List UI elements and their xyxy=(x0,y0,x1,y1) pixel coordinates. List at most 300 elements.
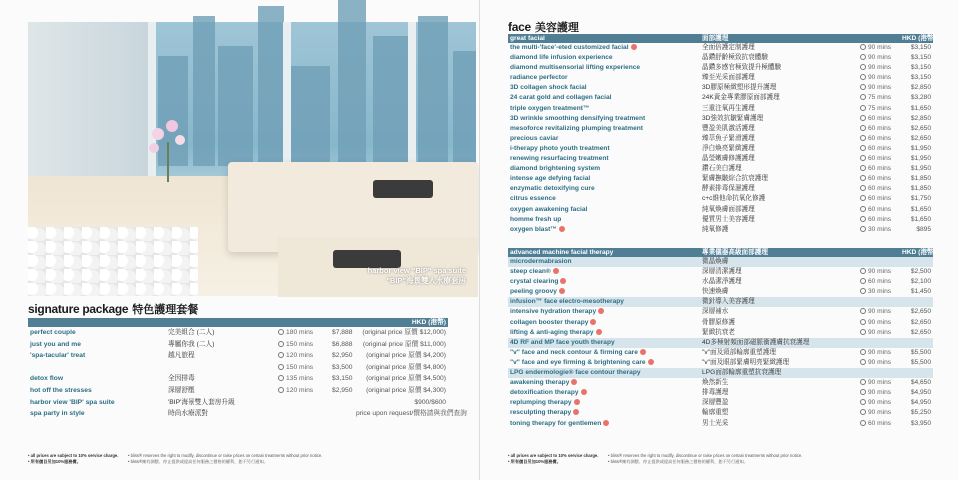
price xyxy=(900,194,933,204)
footnotes: • all prices are subject to 10% service charge. • 所有價目另加10%服務費。 • bliss® reserves the right to modify, discontinue or raise prices on certain treatments without prior notice. • bliss®擁有調整、停止提供或提高任何服務之價格的權利，恕不另行通知。 xyxy=(28,453,323,464)
treatment-name xyxy=(508,164,700,174)
treatment-name-text: intensive hydration therapy xyxy=(510,308,597,316)
treatment-name xyxy=(508,348,700,358)
price-text: $2,650 xyxy=(910,318,931,326)
treatment-name-text: "v" face and eye firming & brightening care xyxy=(510,358,646,366)
original-price-text: (original price 原價 $4,500) xyxy=(366,375,446,383)
price xyxy=(900,267,933,277)
duration xyxy=(858,73,900,83)
treatment-name-zh xyxy=(700,368,858,378)
treatment-name-zh xyxy=(700,43,858,53)
original-price-text: (original price 原價 $4,800) xyxy=(366,363,446,371)
treatment-name-zh-text: 煥然新生 xyxy=(702,379,729,387)
treatment-name-zh xyxy=(700,114,858,124)
machine-badge-icon xyxy=(571,379,577,385)
treatment-name-zh-text: 輪廓重塑 xyxy=(702,409,729,417)
treatment-name-zh-text: 4D多極射頻面部磁脈衝護膚抗衰護理 xyxy=(702,338,810,346)
package-name-zh xyxy=(166,339,276,351)
machine-badge-icon xyxy=(559,288,565,294)
duration-text: 90 mins xyxy=(868,64,892,72)
treatment-name xyxy=(508,104,700,114)
original-price xyxy=(354,327,448,339)
price xyxy=(900,83,933,93)
duration xyxy=(858,114,900,124)
duration xyxy=(858,378,900,388)
duration-text: 60 mins xyxy=(868,134,892,142)
treatment-name xyxy=(508,184,700,194)
price xyxy=(900,225,933,235)
price-text: $1,950 xyxy=(910,165,931,173)
original-price xyxy=(354,408,467,420)
price-text: $4,950 xyxy=(910,399,931,407)
treatment-name-zh xyxy=(700,358,858,368)
price xyxy=(900,398,933,408)
treatment-name xyxy=(508,257,700,267)
treatment-name xyxy=(508,307,700,317)
clock-icon xyxy=(860,389,866,395)
price xyxy=(330,350,354,362)
table-row xyxy=(508,318,933,328)
original-price-text: (original price 原價 $4,200) xyxy=(366,352,446,360)
price-text: $4,950 xyxy=(910,389,931,397)
table-row xyxy=(508,164,933,174)
table-row xyxy=(508,83,933,93)
treatment-name xyxy=(508,73,700,83)
treatment-name xyxy=(508,408,700,418)
clock-icon xyxy=(860,84,866,90)
price xyxy=(900,104,933,114)
clock-icon xyxy=(278,387,284,393)
duration xyxy=(858,398,900,408)
treatment-name xyxy=(508,43,700,53)
clock-icon xyxy=(860,54,866,60)
treatment-name xyxy=(508,215,700,225)
treatment-name-zh-text: 臻萃魚子緊滑護理 xyxy=(702,134,755,142)
treatment-name xyxy=(508,267,700,277)
treatment-name-zh xyxy=(700,378,858,388)
treatment-name xyxy=(508,338,700,348)
table-row xyxy=(508,408,933,418)
package-name-zh xyxy=(166,327,276,339)
treatment-name-zh xyxy=(700,73,858,83)
duration-text: 60 mins xyxy=(868,155,892,163)
table-row xyxy=(508,144,933,154)
clock-icon xyxy=(860,155,866,161)
treatment-name-zh-text: 晶鑽多感官極致提升極體驗 xyxy=(702,64,782,72)
duration xyxy=(858,215,900,225)
price xyxy=(900,318,933,328)
price-text: $3,150 xyxy=(910,64,931,72)
treatment-name-text: toning therapy for gentlemen xyxy=(510,419,602,427)
treatment-name-text: detoxification therapy xyxy=(510,389,579,397)
clock-icon xyxy=(860,226,866,232)
package-name-text: 'spa-tacular' treat xyxy=(30,352,86,360)
treatment-name-zh-text: LPG面部輪廓重塑抗衰護理 xyxy=(702,369,782,377)
table-row xyxy=(508,93,933,103)
duration-text: 30 mins xyxy=(868,288,892,296)
table-row xyxy=(508,73,933,83)
package-name xyxy=(28,397,166,409)
package-name-zh xyxy=(166,350,276,362)
clock-icon xyxy=(860,135,866,141)
duration xyxy=(276,373,330,385)
clock-icon xyxy=(860,288,866,294)
treatment-name-zh-text: 深層清潔護理 xyxy=(702,268,742,276)
treatment-name xyxy=(508,63,700,73)
price xyxy=(900,114,933,124)
treatment-name-zh-text: 深層補水 xyxy=(702,308,729,316)
treatment-name-text: precious caviar xyxy=(510,134,559,142)
duration-text: 60 mins xyxy=(868,185,892,193)
subcategory-row xyxy=(508,368,933,378)
package-name-text: spa party in style xyxy=(30,410,85,418)
price-text: $1,750 xyxy=(910,195,931,203)
treatment-name-zh-text: 骨膠原修護 xyxy=(702,318,735,326)
clock-icon xyxy=(860,349,866,355)
treatment-name-text: crystal clearing xyxy=(510,278,559,286)
table-header: great facial 面部護理 HKD (港幣) xyxy=(510,35,936,42)
package-name-text: perfect couple xyxy=(30,329,76,336)
treatment-name xyxy=(508,93,700,103)
face-title: face 美容護理 xyxy=(508,20,579,34)
treatment-name-zh-text: 水晶潔淨護理 xyxy=(702,278,742,286)
treatment-name-zh xyxy=(700,174,858,184)
treatment-name-text: 3D wrinkle smoothing densifying treatment xyxy=(510,114,646,122)
price xyxy=(900,348,933,358)
treatment-name-text: mesoforce revitalizing plumping treatment xyxy=(510,124,643,132)
clock-icon xyxy=(278,341,284,347)
treatment-name-zh xyxy=(700,215,858,225)
duration xyxy=(276,385,330,397)
treatment-name-zh xyxy=(700,134,858,144)
duration-text: 180 mins xyxy=(286,329,314,336)
machine-facial-table xyxy=(508,248,936,429)
original-price-text: price upon request/價格請與我們查詢 xyxy=(356,410,467,418)
table-row xyxy=(508,277,933,287)
duration xyxy=(858,43,900,53)
clock-icon xyxy=(278,364,284,370)
machine-badge-icon xyxy=(598,308,604,314)
duration xyxy=(276,339,330,351)
price xyxy=(330,385,354,397)
duration-text: 90 mins xyxy=(868,348,892,356)
price xyxy=(900,307,933,317)
machine-badge-icon xyxy=(590,319,596,325)
duration xyxy=(858,194,900,204)
table-row xyxy=(508,114,933,124)
package-name xyxy=(28,362,166,374)
treatment-name-zh xyxy=(700,277,858,287)
treatment-name-zh-text: 純氧煥膚面部護理 xyxy=(702,205,755,213)
price-text: $1,850 xyxy=(910,185,931,193)
treatment-name-text: infusion™ face electro-mesotherapy xyxy=(510,298,624,306)
table-row xyxy=(508,398,933,408)
duration xyxy=(276,362,330,374)
duration xyxy=(858,257,900,267)
machine-badge-icon xyxy=(573,409,579,415)
clock-icon xyxy=(860,105,866,111)
treatment-name-zh-text: 排毒護理 xyxy=(702,389,729,397)
price-text: $5,500 xyxy=(910,358,931,366)
treatment-name xyxy=(508,378,700,388)
treatment-name-zh-text: 純氧修護 xyxy=(702,225,729,233)
original-price-text: (original price 原價 $4,300) xyxy=(366,386,446,394)
duration-text: 120 mins xyxy=(286,352,314,360)
table-row xyxy=(28,373,448,385)
duration-text: 90 mins xyxy=(868,308,892,316)
treatment-name-zh-text: 緊緻抗衰老 xyxy=(702,328,735,336)
duration xyxy=(858,287,900,297)
treatment-name-zh xyxy=(700,205,858,215)
price-text: $2,650 xyxy=(910,134,931,142)
treatment-name-zh xyxy=(700,297,858,307)
machine-badge-icon xyxy=(559,226,565,232)
duration-text: 75 mins xyxy=(868,104,892,112)
treatment-name-zh-text: "v"面及眼部緊膚明亮緊緻護理 xyxy=(702,358,790,366)
duration xyxy=(858,184,900,194)
table-row xyxy=(508,174,933,184)
duration xyxy=(276,408,330,420)
original-price xyxy=(354,339,448,351)
price xyxy=(900,328,933,338)
price-text: $5,250 xyxy=(910,409,931,417)
treatment-name-zh xyxy=(700,287,858,297)
duration-text: 60 mins xyxy=(868,175,892,183)
price-text: $895 xyxy=(916,225,931,233)
price-text: $3,150 xyxy=(910,74,931,82)
price xyxy=(330,373,354,385)
treatment-name-zh-text: 快速煥膚 xyxy=(702,288,729,296)
machine-badge-icon xyxy=(553,268,559,274)
treatment-name xyxy=(508,154,700,164)
price-text: $1,650 xyxy=(910,205,931,213)
treatment-name-text: resculpting therapy xyxy=(510,409,572,417)
treatment-name-zh-text: 3D強效抗皺緊膚護理 xyxy=(702,114,764,122)
clock-icon xyxy=(860,399,866,405)
table-row xyxy=(508,134,933,144)
treatment-name xyxy=(508,124,700,134)
package-name-zh-text: 'BIP'海景雙人套房升級 xyxy=(168,398,235,406)
treatment-name-text: 3D collagen shock facial xyxy=(510,84,587,92)
package-name-text: detox flow xyxy=(30,375,64,383)
package-name-text: hot off the stresses xyxy=(30,386,92,394)
price xyxy=(900,205,933,215)
price-text: $2,650 xyxy=(910,308,931,316)
table-row xyxy=(508,215,933,225)
duration xyxy=(858,205,900,215)
machine-badge-icon xyxy=(596,329,602,335)
treatment-name-zh-text: 3D膠原極緻塑形提升護理 xyxy=(702,84,777,92)
duration xyxy=(858,83,900,93)
clock-icon xyxy=(860,359,866,365)
treatment-name-text: enzymatic detoxifying cure xyxy=(510,185,595,193)
price xyxy=(900,277,933,287)
table-row xyxy=(28,362,448,374)
clock-icon xyxy=(860,329,866,335)
clock-icon xyxy=(860,94,866,100)
original-price xyxy=(354,373,448,385)
table-row xyxy=(508,205,933,215)
treatment-name-zh xyxy=(700,225,858,235)
duration-text: 60 mins xyxy=(868,278,892,286)
clock-icon xyxy=(860,268,866,274)
treatment-name-text: 4D RF and MP face youth therapy xyxy=(510,338,615,346)
duration xyxy=(858,134,900,144)
table-row xyxy=(508,287,933,297)
treatment-name-zh-text: 淨白煥亮緊緻護理 xyxy=(702,144,755,152)
treatment-name-text: i-therapy photo youth treatment xyxy=(510,144,610,152)
duration xyxy=(858,277,900,287)
treatment-name-zh xyxy=(700,419,858,429)
price xyxy=(900,124,933,134)
signature-package-title: signature package 特色護理套餐 xyxy=(28,302,199,316)
duration xyxy=(858,174,900,184)
treatment-name xyxy=(508,194,700,204)
price-text: $3,280 xyxy=(910,94,931,102)
duration xyxy=(858,358,900,368)
price xyxy=(900,184,933,194)
treatment-name xyxy=(508,134,700,144)
treatment-name-zh-text: 豐盈美肌激活護理 xyxy=(702,124,755,132)
treatment-name-zh xyxy=(700,408,858,418)
duration xyxy=(858,348,900,358)
clock-icon xyxy=(860,74,866,80)
duration-text: 90 mins xyxy=(868,318,892,326)
price xyxy=(900,73,933,83)
treatment-name-text: steep clean® xyxy=(510,268,551,276)
clock-icon xyxy=(278,329,284,335)
price xyxy=(900,358,933,368)
duration xyxy=(858,307,900,317)
price xyxy=(900,368,933,378)
duration-text: 90 mins xyxy=(868,409,892,417)
table-header: HKD (港幣) xyxy=(28,318,448,327)
price xyxy=(330,408,354,420)
treatment-name-zh xyxy=(700,53,858,63)
clock-icon xyxy=(860,278,866,284)
duration-text: 90 mins xyxy=(868,399,892,407)
price-text: $7,888 xyxy=(332,329,353,336)
duration xyxy=(858,267,900,277)
clock-icon xyxy=(860,175,866,181)
clock-icon xyxy=(278,352,284,358)
treatment-name-zh-text: 晶鑽舒齡極致抗衰體驗 xyxy=(702,54,768,62)
clock-icon xyxy=(860,379,866,385)
price-text: $2,100 xyxy=(910,278,931,286)
treatment-name-zh xyxy=(700,154,858,164)
treatment-name-zh-text: 三重注氧再生護理 xyxy=(702,104,755,112)
price xyxy=(900,419,933,429)
price xyxy=(900,378,933,388)
treatment-name-text: "v" face and neck contour & firming care xyxy=(510,348,638,356)
treatment-name-zh xyxy=(700,164,858,174)
right-page xyxy=(479,0,958,480)
duration-text: 120 mins xyxy=(286,386,314,394)
treatment-name-zh-text: 微晶煥膚 xyxy=(702,258,729,265)
price-text: $4,650 xyxy=(910,379,931,387)
clock-icon xyxy=(860,409,866,415)
table-row xyxy=(28,385,448,397)
price-text: $1,950 xyxy=(910,144,931,152)
duration-text: 90 mins xyxy=(868,84,892,92)
machine-badge-icon xyxy=(603,420,609,426)
package-name-zh-text: 全因排毒 xyxy=(168,375,195,383)
table-row xyxy=(508,225,933,235)
treatment-name xyxy=(508,53,700,63)
package-name-zh xyxy=(166,373,276,385)
price xyxy=(900,134,933,144)
treatment-name-zh-text: 緊膚撫皺綜合抗衰護理 xyxy=(702,175,768,183)
treatment-name xyxy=(508,297,700,307)
treatment-name-zh xyxy=(700,398,858,408)
duration-text: 90 mins xyxy=(868,358,892,366)
duration-text: 60 mins xyxy=(868,205,892,213)
spa-suite-photo xyxy=(28,22,476,296)
clock-icon xyxy=(860,145,866,151)
clock-icon xyxy=(860,44,866,50)
duration xyxy=(858,164,900,174)
price xyxy=(900,93,933,103)
treatment-name-text: renewing resurfacing treatment xyxy=(510,155,609,163)
price xyxy=(900,215,933,225)
treatment-name xyxy=(508,114,700,124)
clock-icon xyxy=(860,115,866,121)
treatment-name-zh-text: 24K黃金專業膠原面部護理 xyxy=(702,94,780,102)
machine-badge-icon xyxy=(574,399,580,405)
price-text: $1,450 xyxy=(910,288,931,296)
treatment-name-zh xyxy=(700,307,858,317)
package-name-zh-text: 越凡旅程 xyxy=(168,352,195,360)
treatment-name-text: citrus essence xyxy=(510,195,556,203)
price-text: $2,950 xyxy=(332,352,353,360)
price-text: $1,950 xyxy=(910,155,931,163)
duration xyxy=(858,124,900,134)
duration xyxy=(276,397,330,409)
table-row xyxy=(508,378,933,388)
package-name xyxy=(28,408,166,420)
treatment-name-text: lifting & anti-aging therapy xyxy=(510,328,594,336)
treatment-name-zh-text: 酵素排毒保濕護理 xyxy=(702,185,755,193)
duration xyxy=(858,388,900,398)
price-text: $1,850 xyxy=(910,175,931,183)
signature-package-table xyxy=(28,318,467,420)
duration-text: 75 mins xyxy=(868,94,892,102)
original-price xyxy=(354,385,448,397)
subcategory-row xyxy=(508,297,933,307)
duration xyxy=(858,338,900,348)
price xyxy=(900,63,933,73)
treatment-name xyxy=(508,174,700,184)
treatment-name-zh-text: 鑽石美白護理 xyxy=(702,165,742,173)
duration xyxy=(858,225,900,235)
treatment-name-zh xyxy=(700,83,858,93)
package-name-zh-text: 時尚水療派對 xyxy=(168,410,209,418)
clock-icon xyxy=(860,216,866,222)
package-name-zh xyxy=(166,397,276,409)
orchid-icon xyxy=(138,112,198,182)
duration-text: 90 mins xyxy=(868,54,892,62)
treatment-name-text: LPG endermologie® face contour therapy xyxy=(510,369,641,377)
table-row xyxy=(508,184,933,194)
treatment-name-text: collagen booster therapy xyxy=(510,318,589,326)
price xyxy=(900,287,933,297)
price xyxy=(900,408,933,418)
treatment-name-zh-text: 晶瑩嫩膚修護護理 xyxy=(702,155,755,163)
treatment-name xyxy=(508,368,700,378)
package-name-zh-text: 深層舒壓 xyxy=(168,386,195,394)
treatment-name xyxy=(508,277,700,287)
original-price xyxy=(354,362,448,374)
